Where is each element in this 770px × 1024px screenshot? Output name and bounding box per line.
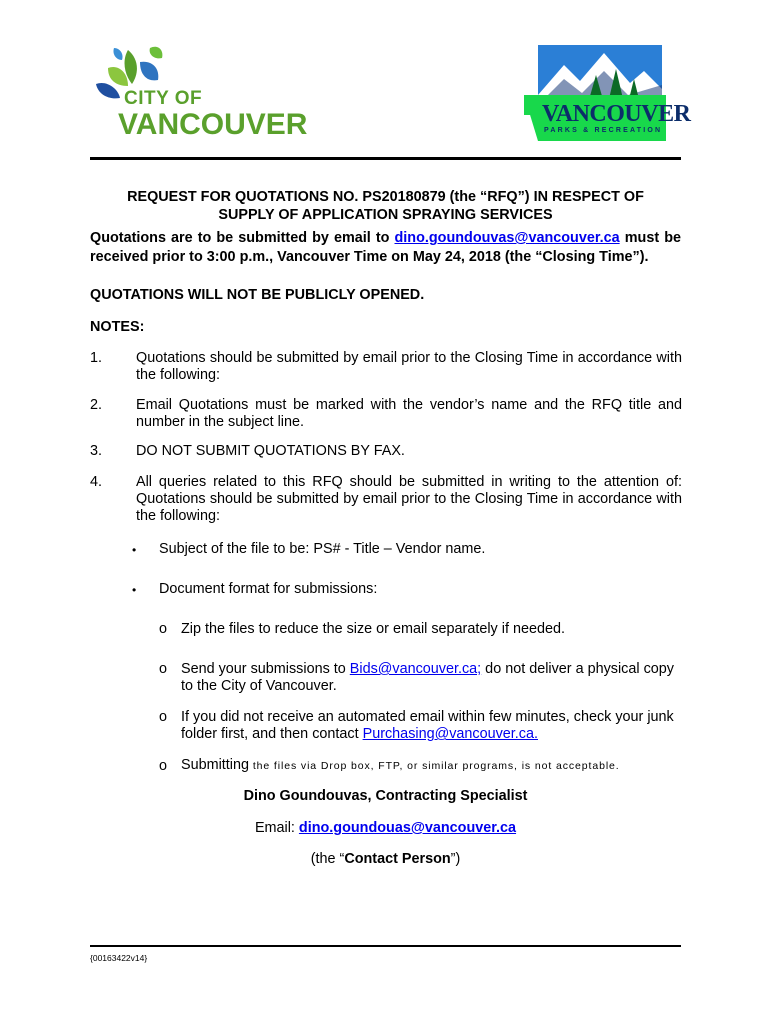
auto-text: If you did not receive an automated email within few minutes, check your junk folder first, and then contact (181, 709, 674, 742)
sub-bullet-icon: o (159, 709, 168, 725)
document-title (90, 188, 681, 224)
contact-person-line (90, 851, 681, 867)
note-text: Quotations should be submitted by email prior to the Closing Time in accordance with the following: (136, 350, 682, 383)
city-of-vancouver-logo (88, 40, 308, 150)
sub-bullet-drop (181, 757, 681, 775)
contact-email-link[interactable]: dino.goundouas@vancouver.ca (298, 820, 517, 836)
note-number: 1. (90, 350, 103, 366)
note-text: Email Quotations must be marked with the vendor’s name and the RFQ title and number in the subject line. (136, 397, 682, 430)
note-text: DO NOT SUBMIT QUOTATIONS BY FAX. (136, 443, 405, 459)
person-prefix: (the “ (310, 851, 345, 867)
parks-logo-tagline: PARKS & RECREATION (544, 127, 663, 134)
parks-and-recreation-logo (524, 45, 691, 141)
person-suffix: ”) (450, 851, 461, 867)
email-label: Email: (254, 820, 299, 836)
note-number: 3. (90, 443, 103, 459)
title-line-2: SUPPLY OF APPLICATION SPRAYING SERVICES (218, 207, 553, 223)
drop-rest: the files via Drop box, FTP, or similar programs, is not acceptable. (249, 760, 620, 772)
sub-bullet-send (181, 661, 681, 695)
submission-instructions (90, 229, 681, 267)
footer-rule (90, 945, 681, 947)
city-logo-line2: VANCOUVER (118, 108, 308, 141)
send-prefix: Send your submissions to (181, 661, 350, 677)
notes-heading: NOTES: (90, 319, 145, 335)
sub-bullet-auto (181, 709, 681, 743)
intro-suffix: must be received prior to 3:00 p.m., Vancouver Time on May 24, 2018 (the “Closing Time”). (90, 230, 681, 265)
title-line-1: REQUEST FOR QUOTATIONS NO. PS20180879 (the “RFQ”) IN RESPECT OF (127, 189, 644, 205)
note-text: All queries related to this RFQ should be submitted in writing to the attention of: Quotations should be submitted by email prior to the Closing Time in accordance with the following: (136, 474, 682, 524)
sub-bullet-zip: Zip the files to reduce the size or email separately if needed. (181, 621, 565, 637)
drop-word: Submitting (181, 757, 249, 773)
sub-bullet-icon: o (159, 758, 168, 774)
bullet-icon: • (132, 583, 137, 597)
document-code: {00163422v14} (90, 953, 148, 963)
sub-bullet-icon: o (159, 661, 168, 677)
person-bold: Contact Person (344, 851, 451, 867)
contact-name: Dino Goundouvas, Contracting Specialist (243, 788, 528, 804)
bullet-text: Subject of the file to be: PS# - Title – Vendor name. (159, 541, 486, 557)
note-number: 2. (90, 397, 103, 413)
sub-bullet-icon: o (159, 621, 168, 637)
bullet-icon: • (132, 543, 137, 557)
note-number: 4. (90, 474, 103, 490)
contact-email-line (90, 820, 681, 836)
send-suffix: do not deliver a physical copy to the City of Vancouver. (181, 661, 674, 694)
purchasing-email-link[interactable]: Purchasing@vancouver.ca. (362, 726, 538, 742)
intro-email-link[interactable]: dino.goundouvas@vancouver.ca (394, 230, 620, 246)
intro-prefix: Quotations are to be submitted by email to (90, 230, 395, 246)
city-logo-line1: CITY OF (124, 88, 203, 109)
bullet-text: Document format for submissions: (159, 581, 378, 597)
not-opened-notice: QUOTATIONS WILL NOT BE PUBLICLY OPENED. (90, 287, 425, 303)
header-rule (90, 157, 681, 160)
parks-logo-name: VANCOUVER (542, 101, 691, 127)
bids-email-link[interactable]: Bids@vancouver.ca; (349, 661, 482, 677)
